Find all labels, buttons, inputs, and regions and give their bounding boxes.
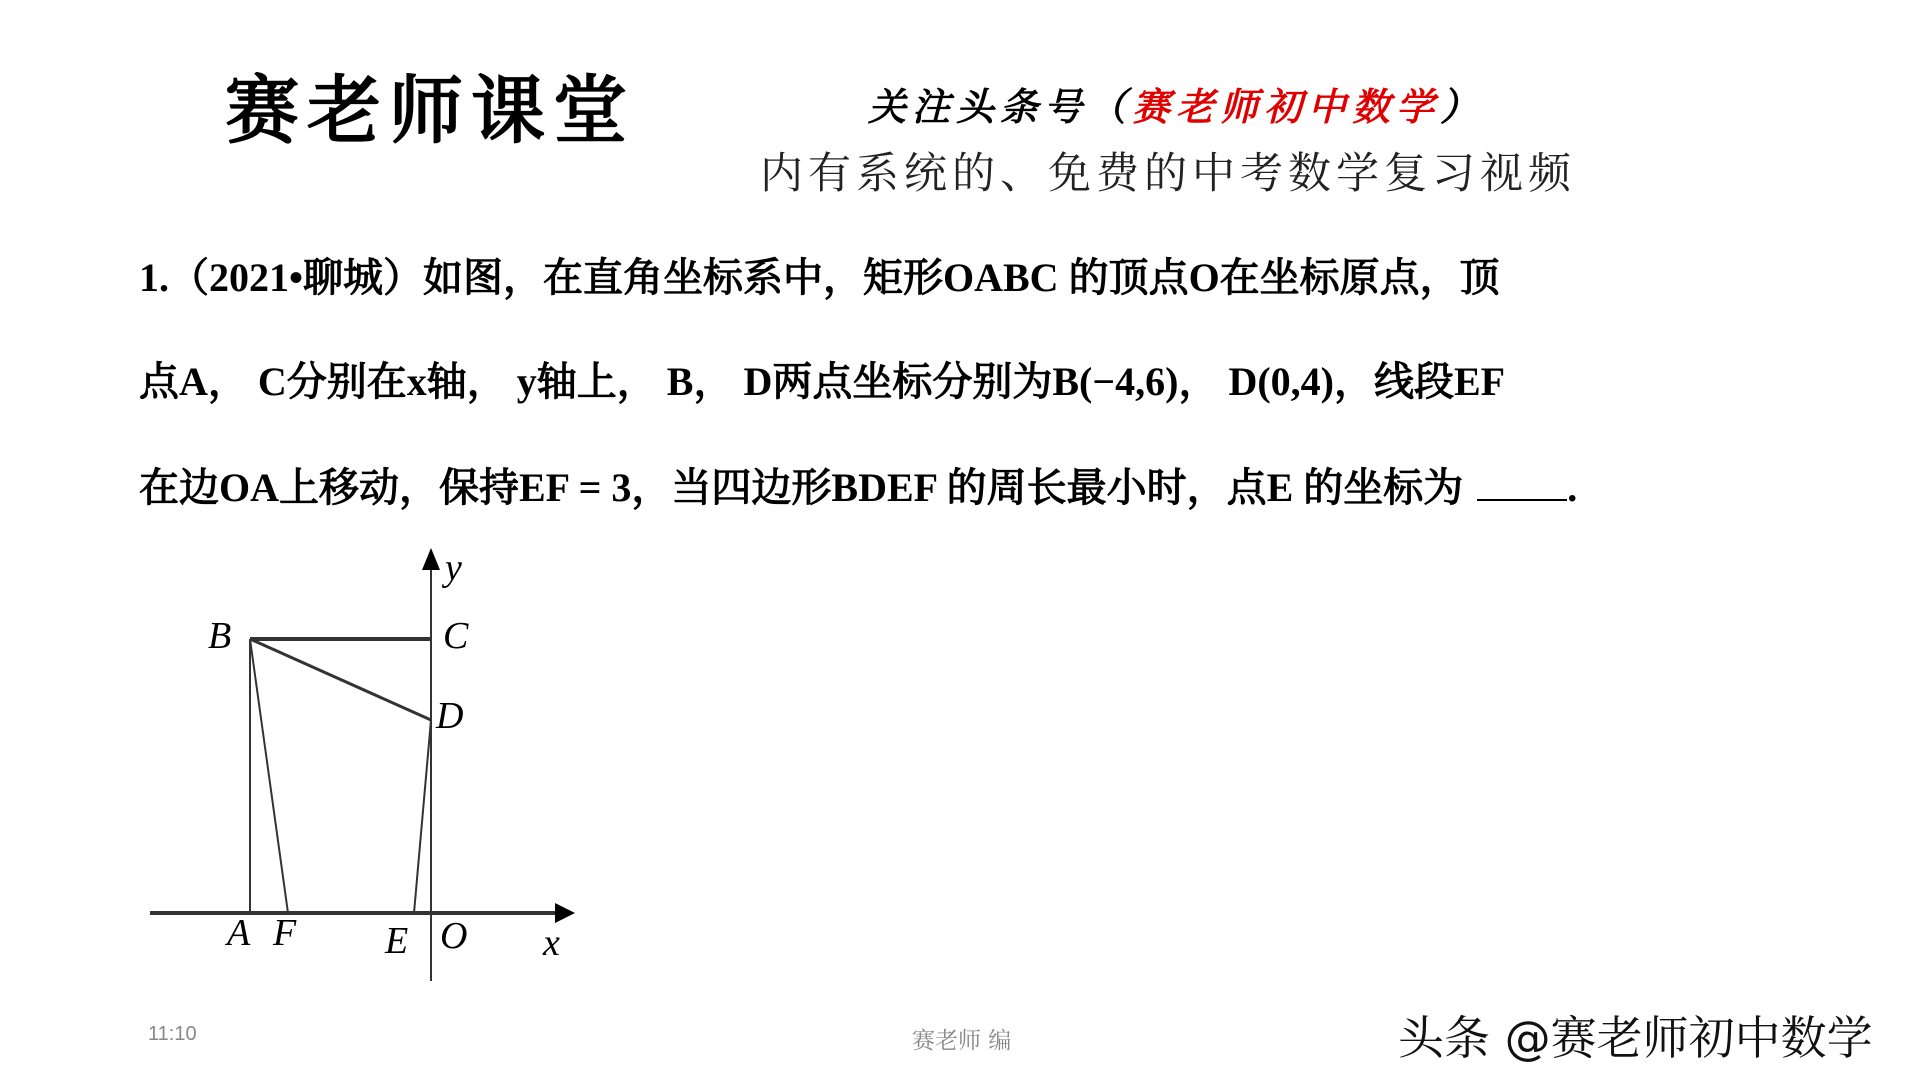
brand-title: 赛老师课堂 <box>225 68 635 154</box>
segment-bd <box>250 639 431 720</box>
problem-line-1: 1.（2021•聊城）如图，在直角坐标系中，矩形OABC 的顶点O在坐标原点，顶 <box>139 255 1500 300</box>
label-o: O <box>440 915 468 957</box>
label-x: x <box>543 922 560 964</box>
x-axis-arrow <box>555 903 575 923</box>
timestamp: 11:10 <box>148 1023 197 1045</box>
label-b: B <box>208 615 232 657</box>
watermark: 头条 @赛老师初中数学 <box>1398 1011 1873 1065</box>
follow-prefix: 关注头条号（ <box>868 84 1133 129</box>
label-y: y <box>445 547 462 589</box>
y-axis-arrow <box>422 548 440 570</box>
problem-line-3-text: 在边OA上移动，保持EF = 3，当四边形BDEF 的周长最小时，点E 的坐标为 <box>139 465 1464 510</box>
subtitle: 内有系统的、免费的中考数学复习视频 <box>760 149 1576 199</box>
editor-credit: 赛老师 编 <box>912 1028 1012 1054</box>
problem-line-2: 点A， C分别在x轴， y轴上， B， D两点坐标分别为B(−4,6)， D(0,4)，线段EF <box>139 359 1506 404</box>
label-d: D <box>436 695 464 737</box>
label-f: F <box>273 912 297 954</box>
problem-line-3-end: . <box>1567 465 1578 510</box>
follow-account: 赛老师初中数学 <box>1132 84 1441 129</box>
label-a: A <box>227 912 251 954</box>
segment-bf <box>250 639 288 913</box>
label-c: C <box>443 615 469 657</box>
segment-de <box>414 720 431 913</box>
follow-suffix: ） <box>1440 84 1485 129</box>
label-e: E <box>385 920 409 962</box>
